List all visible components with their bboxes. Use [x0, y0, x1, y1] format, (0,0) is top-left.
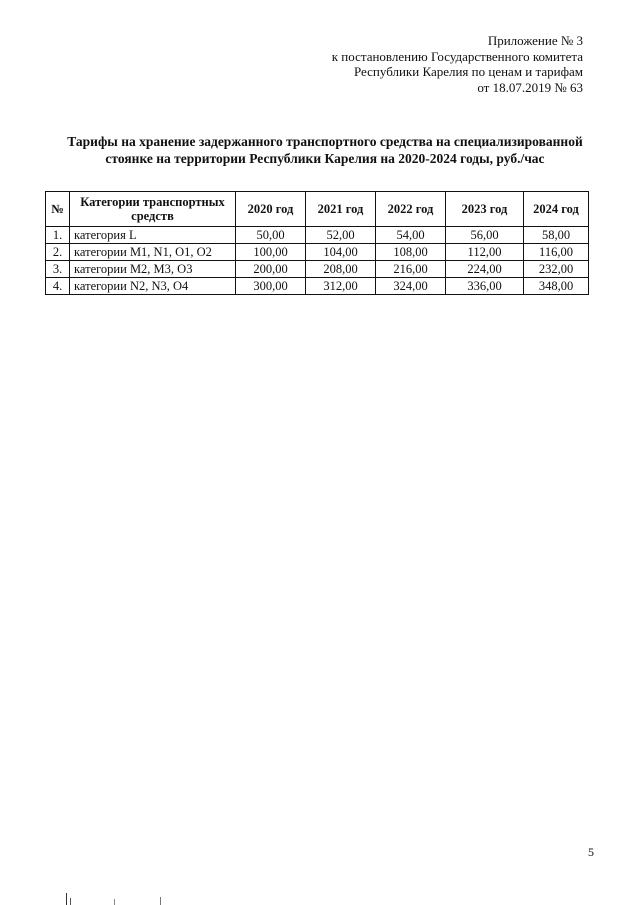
row-number: 1. [46, 227, 70, 244]
scan-artifact-marks [66, 893, 176, 905]
column-header-2022: 2022 год [376, 192, 446, 227]
document-title-line-2: стоянке на территории Республики Карелия на 2020-2024 годы, руб./час [105, 151, 545, 166]
document-title-line-1: Тарифы на хранение задержанного транспортного средства на специализированной [67, 134, 583, 149]
table-row [46, 278, 589, 295]
table-row [46, 227, 589, 244]
tariff-2023: 112,00 [446, 244, 524, 261]
tariffs-table [45, 191, 589, 295]
row-number: 4. [46, 278, 70, 295]
column-header-2020: 2020 год [236, 192, 306, 227]
table-row [46, 261, 589, 278]
column-header-2024: 2024 год [524, 192, 589, 227]
tariff-2024: 232,00 [524, 261, 589, 278]
row-number: 3. [46, 261, 70, 278]
tariff-2020: 100,00 [236, 244, 306, 261]
appendix-header [332, 33, 583, 95]
row-category: категория L [70, 227, 236, 244]
column-header-2021: 2021 год [306, 192, 376, 227]
tariff-2020: 300,00 [236, 278, 306, 295]
appendix-date-number: от 18.07.2019 № 63 [477, 79, 583, 95]
tariff-2023: 336,00 [446, 278, 524, 295]
row-category: категории N2, N3, O4 [70, 278, 236, 295]
tariff-2021: 208,00 [306, 261, 376, 278]
row-category: категории M1, N1, O1, O2 [70, 244, 236, 261]
scan-mark [160, 897, 161, 905]
tariff-2022: 108,00 [376, 244, 446, 261]
tariff-2020: 200,00 [236, 261, 306, 278]
row-category: категории M2, M3, O3 [70, 261, 236, 278]
tariff-2021: 52,00 [306, 227, 376, 244]
tariff-2020: 50,00 [236, 227, 306, 244]
tariff-2021: 104,00 [306, 244, 376, 261]
column-header-category: Категории транспортных средств [70, 192, 236, 227]
document-title [60, 133, 590, 167]
scan-mark [66, 893, 67, 905]
tariff-2024: 58,00 [524, 227, 589, 244]
tariff-2022: 54,00 [376, 227, 446, 244]
table-row [46, 244, 589, 261]
column-header-2023: 2023 год [446, 192, 524, 227]
tariff-2023: 56,00 [446, 227, 524, 244]
tariff-2024: 116,00 [524, 244, 589, 261]
appendix-resolution-ref: к постановлению Государственного комитета [331, 48, 583, 64]
scan-mark [70, 898, 71, 905]
tariff-2024: 348,00 [524, 278, 589, 295]
page-number: 5 [588, 845, 594, 859]
tariff-2023: 224,00 [446, 261, 524, 278]
tariff-2021: 312,00 [306, 278, 376, 295]
scan-mark [114, 899, 115, 905]
table-header-row [46, 192, 589, 227]
tariff-2022: 324,00 [376, 278, 446, 295]
tariff-2022: 216,00 [376, 261, 446, 278]
appendix-label: Приложение № 3 [487, 33, 583, 48]
row-number: 2. [46, 244, 70, 261]
column-header-number: № [46, 192, 70, 227]
appendix-committee-name: Республики Карелия по ценам и тарифам [353, 64, 583, 79]
